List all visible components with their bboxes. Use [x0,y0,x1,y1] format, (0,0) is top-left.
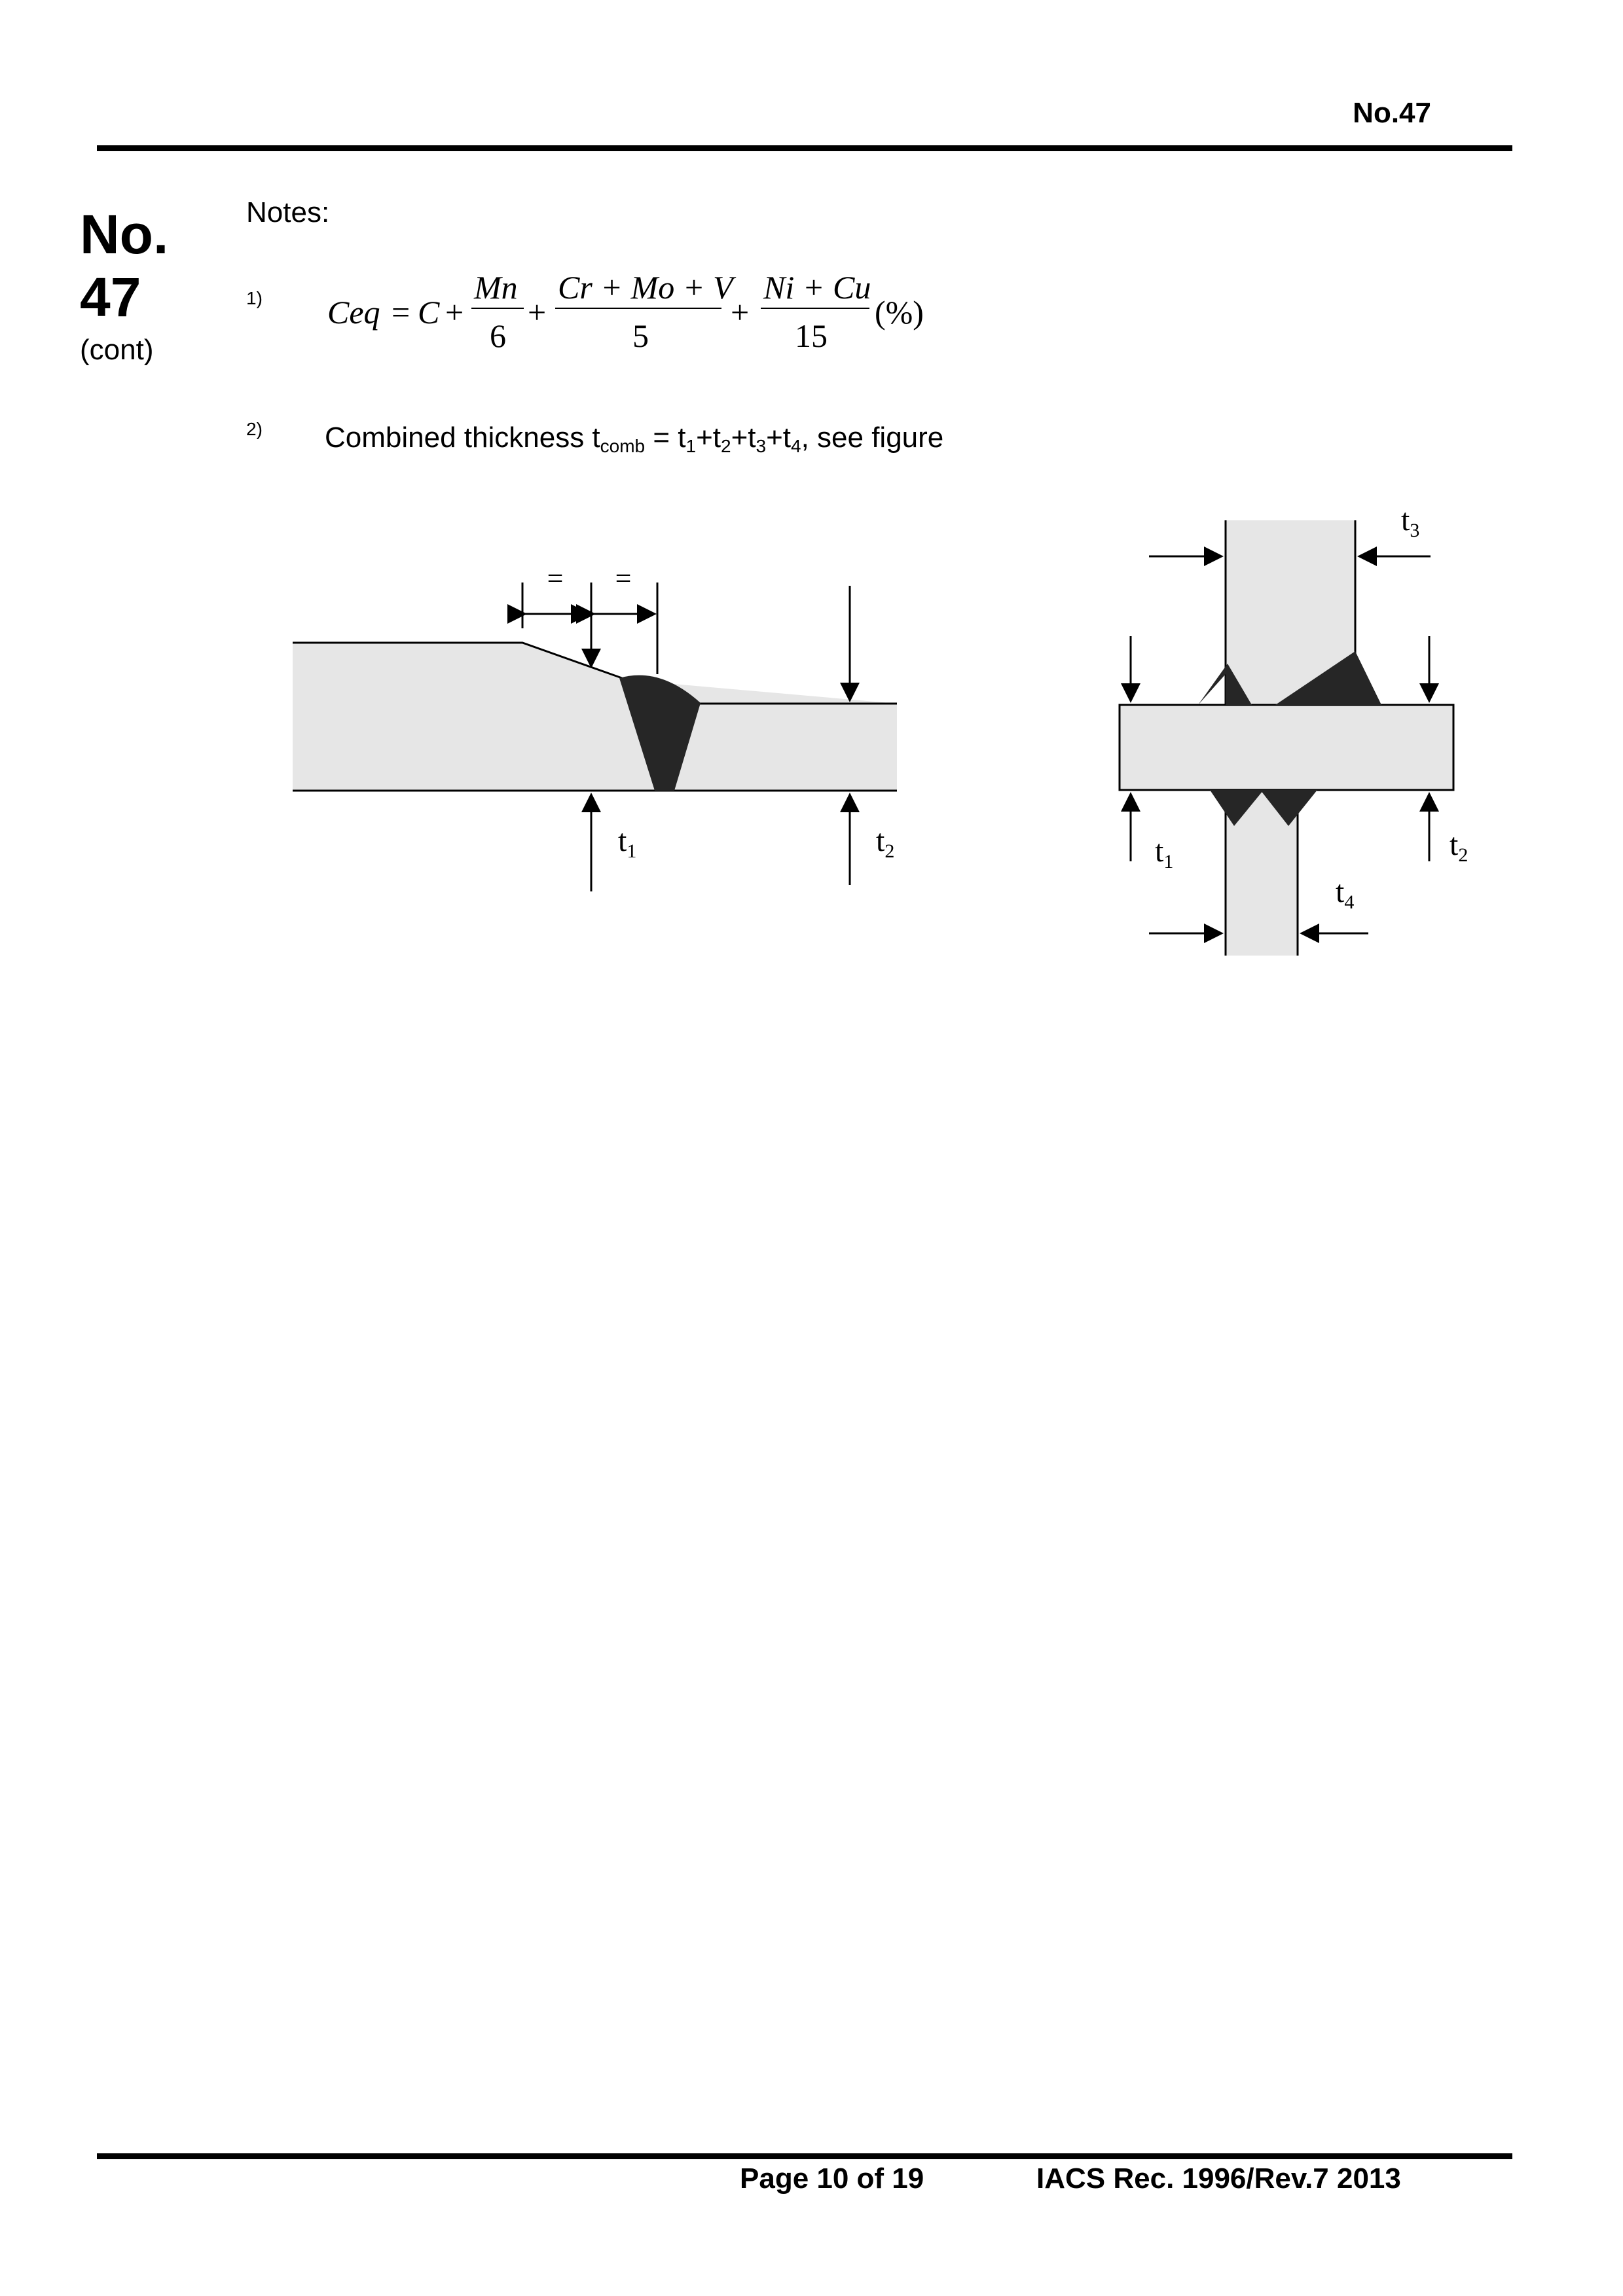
eq-frac1-den: 6 [490,317,506,354]
sidebar-no-number: 47 [80,266,141,328]
t2-letter-butt: t [876,823,885,858]
sidebar-cont: (cont) [80,334,154,366]
eq-equals: = [392,294,410,331]
t3-label [1401,503,1419,541]
note2-sub1: 1 [685,436,697,456]
eq-frac3-num: Ni + Cu [763,269,871,306]
butt-joint-figure [293,562,897,891]
eq-plus-2: + [528,294,547,331]
butt-plate [293,643,897,791]
note1-marker: 1) [246,288,263,308]
cruciform-figure [1120,503,1468,956]
eq-frac2-den: 5 [632,317,649,354]
footer-rule [97,2153,1512,2159]
sidebar-no-label: No. [80,204,169,265]
note2-plus-t4: +t [766,422,791,454]
t1-label-butt [618,823,636,862]
t1-sub-cross: 1 [1163,851,1174,872]
note2-sub3: 3 [756,436,767,456]
equal-mark-2: = [615,562,632,594]
note2-marker: 2) [246,419,263,439]
note2-text-after: , see figure [801,422,944,454]
t2-label-butt [876,823,894,862]
note2-sub-comb: comb [600,436,646,456]
t1-letter-cross: t [1155,834,1164,869]
equal-mark-1: = [547,562,564,594]
notes-title: Notes: [246,196,330,228]
t1-sub-butt: 1 [627,840,637,862]
eq-frac3-den: 15 [795,317,828,354]
t2-letter-cross: t [1450,827,1459,862]
note2-sub2: 2 [721,436,731,456]
header-doc-number: No.47 [1353,97,1431,129]
eq-frac2-num: Cr + Mo + V [558,269,733,306]
eq-frac1-num: Mn [474,269,518,306]
eq-c-term: C [418,294,440,331]
t2-sub-butt: 2 [884,840,895,862]
t2-sub-cross: 2 [1458,844,1468,866]
eq-unit: (%) [875,294,924,331]
t4-sub: 4 [1344,891,1355,913]
t1-label-cross [1155,834,1173,872]
t2-label-cross [1450,827,1468,866]
note2-plus-t2: +t [696,422,721,454]
note2-plus-t3: +t [731,422,756,454]
note2-equals: = t [645,422,686,454]
eq-lhs: Ceq [327,294,380,331]
eq-plus-1: + [445,294,464,331]
eq-plus-3: + [731,294,750,331]
note2-text-before: Combined thickness t [325,422,600,454]
footer-page-number: Page 10 of 19 [740,2162,924,2195]
note2-sub4: 4 [791,436,801,456]
thickness-figure [0,0,1623,982]
t4-label [1336,874,1354,913]
t4-letter: t [1336,874,1345,909]
main-plate [1120,705,1453,790]
t3-letter: t [1401,503,1410,537]
t1-letter-butt: t [618,823,627,858]
footer-rec-id: IACS Rec. 1996/Rev.7 2013 [1036,2162,1401,2195]
t3-sub: 3 [1410,520,1420,541]
